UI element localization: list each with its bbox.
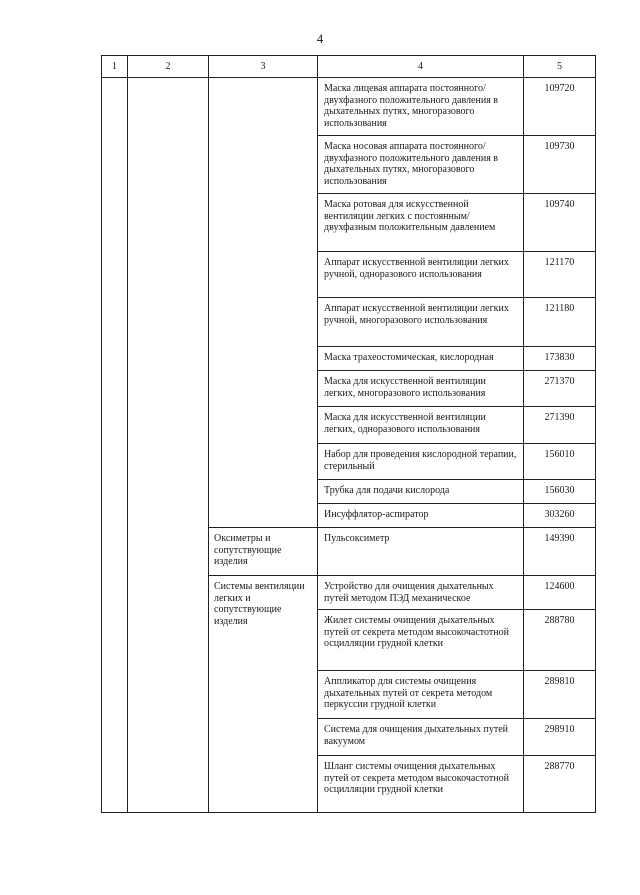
item-code: 121180 <box>524 298 596 347</box>
registry-table <box>101 55 596 813</box>
item-name: Аппарат искусственной вентиляции легких ручной, одноразового использования <box>318 252 524 298</box>
item-name: Маска трахеостомическая, кислородная <box>318 347 524 371</box>
item-name: Пульсоксиметр <box>318 528 524 576</box>
col1-cell <box>102 78 128 813</box>
header-row <box>102 56 596 78</box>
item-code: 288770 <box>524 756 596 813</box>
item-name: Устройство для очищения дыхательных путей методом ПЭД механическое <box>318 576 524 610</box>
item-name: Шланг системы очищения дыхательных путей от секрета методом высокочастотной осцилляции грудной клетки <box>318 756 524 813</box>
item-code: 121170 <box>524 252 596 298</box>
item-name: Аппликатор для системы очищения дыхательных путей от секрета методом перкуссии грудной клетки <box>318 671 524 719</box>
item-name: Трубка для подачи кислорода <box>318 480 524 504</box>
category-cell: Системы вентиляции легких и сопутствующие изделия <box>209 576 318 813</box>
item-code: 303260 <box>524 504 596 528</box>
item-name: Маска для искусственной вентиляции легких, многоразового использования <box>318 371 524 407</box>
column-header: 2 <box>128 56 209 78</box>
item-code: 156030 <box>524 480 596 504</box>
item-name: Маска лицевая аппарата постоянного/двухфазного положительного давления в дыхательных путях, многоразового использования <box>318 78 524 136</box>
item-code: 149390 <box>524 528 596 576</box>
table-row <box>102 78 596 136</box>
item-code: 156010 <box>524 444 596 480</box>
item-code: 173830 <box>524 347 596 371</box>
item-code: 109730 <box>524 136 596 194</box>
item-code: 109740 <box>524 194 596 252</box>
item-name: Маска для искусственной вентиляции легких, одноразового использования <box>318 407 524 444</box>
item-code: 109720 <box>524 78 596 136</box>
column-header: 4 <box>318 56 524 78</box>
column-header: 1 <box>102 56 128 78</box>
item-code: 271370 <box>524 371 596 407</box>
item-code: 271390 <box>524 407 596 444</box>
item-name: Набор для проведения кислородной терапии, стерильный <box>318 444 524 480</box>
item-name: Жилет системы очищения дыхательных путей от секрета методом высокочастотной осцилляции грудной клетки <box>318 610 524 671</box>
item-name: Маска носовая аппарата постоянного/двухфазного положительного давления в дыхательных путях, многоразового использования <box>318 136 524 194</box>
item-code: 288780 <box>524 610 596 671</box>
item-code: 289810 <box>524 671 596 719</box>
item-name: Система для очищения дыхательных путей вакуумом <box>318 719 524 756</box>
category-cell <box>209 78 318 528</box>
page-number: 4 <box>316 31 324 46</box>
col2-cell <box>128 78 209 813</box>
item-name: Маска ротовая для искусственной вентиляции легких с постоянным/двухфазным положительным давлением <box>318 194 524 252</box>
item-code: 298910 <box>524 719 596 756</box>
category-cell: Оксиметры и сопутствующие изделия <box>209 528 318 576</box>
item-code: 124600 <box>524 576 596 610</box>
column-header: 3 <box>209 56 318 78</box>
column-header: 5 <box>524 56 596 78</box>
item-name: Инсуффлятор-аспиратор <box>318 504 524 528</box>
item-name: Аппарат искусственной вентиляции легких ручной, многоразового использования <box>318 298 524 347</box>
